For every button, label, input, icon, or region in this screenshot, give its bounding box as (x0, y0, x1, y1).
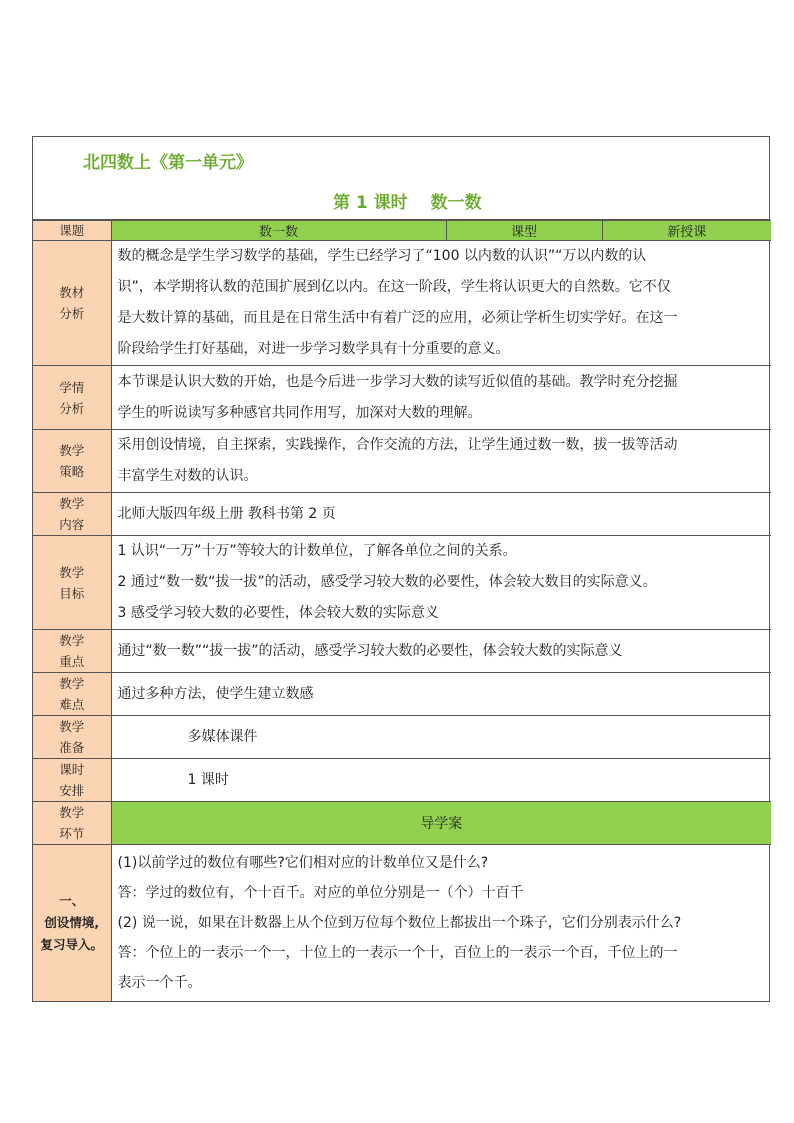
step-label: 一、 创设情境, 复习导入。 (33, 845, 111, 1001)
section-row-preparation (33, 716, 771, 759)
section-row-difficulties (33, 673, 771, 716)
section-content: 通过多种方法，使学生建立数感 (111, 673, 771, 716)
section-label: 教学 内容 (33, 493, 111, 536)
process-row (33, 802, 771, 845)
section-content: 本节课是认识大数的开始，也是今后进一步学习大数的读写近似值的基础。教学时充分挖掘 学生的听说读写多种感官共同作用写，加深对大数的理解。 (111, 366, 771, 430)
section-content: 通过“数一数”“拔一拔”的活动，感受学习较大数的必要性，体会较大数的实际意义 (111, 630, 771, 673)
unit-title: 北四数上《第一单元》 (83, 153, 253, 173)
topic-value: 数一数 (111, 221, 446, 241)
section-label: 教学 策略 (33, 430, 111, 493)
lesson-title: 第 1 课时 数一数 (333, 193, 482, 213)
section-row-key-points (33, 630, 771, 673)
step-row-review (33, 845, 771, 1001)
sheet-header (33, 137, 769, 220)
section-content: 北师大版四年级上册 教科书第 2 页 (111, 493, 771, 536)
section-content: 多媒体课件 (111, 716, 771, 759)
section-content: 1 认识“一万”十万”等较大的计数单位，了解各单位之间的关系。 2 通过“数一数“拔一拔”的活动，感受学习较大数的必要性，体会较大数目的实际意义。 3 感受学习较大数的必要性，体会较大数的实际意义 (111, 536, 771, 630)
lesson-type-label: 课型 (446, 221, 602, 241)
section-row-teaching-content (33, 493, 771, 536)
step-content: (1)以前学过的数位有哪些?它们相对应的计数单位又是什么? 答：学过的数位有，个十百千。对应的单位分别是一（个）十百千 (2) 说一说，如果在计数器上从个位到万位每个数位上都拔出一个珠子，它们分别表示什么? 答：个位上的一表示一个一，十位上的一表示一个十，百位上的一表示一个百，千位上的一 表示一个千。 (111, 845, 771, 1001)
section-label: 教学 目标 (33, 536, 111, 630)
topic-row (33, 221, 771, 241)
section-label: 教学 重点 (33, 630, 111, 673)
section-row-student-analysis (33, 366, 771, 430)
topic-label: 课题 (33, 221, 111, 241)
section-row-textbook-analysis (33, 241, 771, 366)
process-label: 教学 环节 (33, 802, 111, 845)
section-content: 1 课时 (111, 759, 771, 802)
lesson-plan-table (33, 220, 771, 1001)
section-label: 教学 难点 (33, 673, 111, 716)
section-content: 数的概念是学生学习数学的基础，学生已经学习了“100 以内数的认识”“万以内数的认 识”，本学期将认数的范围扩展到亿以内。在这一阶段，学生将认识更大的自然数。它不仅 是大数计算的基础，而且是在日常生活中有着广泛的应用，必须让学析生切实学好。在这一 阶段给学生打好基础，对进一步学习数学具有十分重要的意义。 (111, 241, 771, 366)
lesson-type-value: 新授课 (602, 221, 771, 241)
lesson-plan-sheet (32, 136, 770, 1002)
guided-learning-title: 导学案 (111, 802, 771, 845)
section-row-teaching-objectives (33, 536, 771, 630)
section-label: 学情 分析 (33, 366, 111, 430)
section-label: 课时 安排 (33, 759, 111, 802)
section-content: 采用创设情境，自主探索，实践操作，合作交流的方法，让学生通过数一数，拔一拔等活动 丰富学生对数的认识。 (111, 430, 771, 493)
section-label: 教材 分析 (33, 241, 111, 366)
section-row-schedule (33, 759, 771, 802)
section-label: 教学 准备 (33, 716, 111, 759)
section-row-teaching-strategy (33, 430, 771, 493)
